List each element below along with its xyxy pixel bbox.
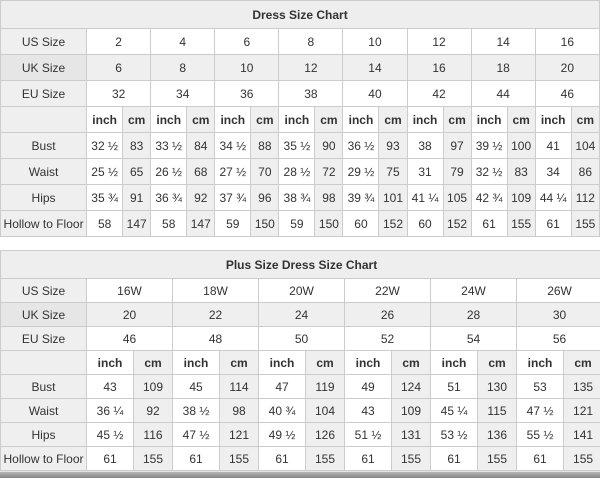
table-cell: 96 [251,185,279,211]
table-cell: 105 [443,185,471,211]
table-cell: 104 [306,399,345,423]
plus-size-dress-size-chart-table [0,250,600,471]
table-cell: 92 [134,399,173,423]
unit-inch-header: inch [173,351,220,375]
table-cell: 26 ½ [151,159,187,185]
table-cell: 147 [187,211,215,237]
measurement-row [1,185,600,211]
unit-inch-header: inch [431,351,478,375]
table-cell: 116 [134,423,173,447]
unit-inch-header: inch [87,107,123,133]
size-row [1,303,600,327]
table-cell: 34 [151,81,215,107]
table-cell: 20W [259,279,345,303]
table-cell: 121 [564,399,600,423]
table-cell: 92 [187,185,215,211]
row-label: Waist [1,399,87,423]
table-cell: 18W [173,279,259,303]
unit-cm-header: cm [315,107,343,133]
table-cell: 42 ¾ [471,185,507,211]
unit-inch-header: inch [345,351,392,375]
table-cell: 35 ¾ [87,185,123,211]
table-cell: 24W [431,279,517,303]
table-cell: 61 [517,447,564,471]
table-cell: 27 ½ [215,159,251,185]
row-label-empty [1,107,87,133]
table-cell: 26 [345,303,431,327]
table-cell: 47 ½ [517,399,564,423]
table-cell: 41 ¼ [407,185,443,211]
table-cell: 65 [123,159,151,185]
table-cell: 104 [571,133,599,159]
table-cell: 48 [173,327,259,351]
table-cell: 34 [535,159,571,185]
table-cell: 119 [306,375,345,399]
table-cell: 36 [215,81,279,107]
table-cell: 26W [517,279,600,303]
table-cell: 43 [87,375,134,399]
table-cell: 55 ½ [517,423,564,447]
unit-inch-header: inch [259,351,306,375]
table-cell: 112 [571,185,599,211]
table-cell: 84 [187,133,215,159]
row-label-empty [1,351,87,375]
measurement-row [1,423,600,447]
measurement-row [1,447,600,471]
table-cell: 24 [259,303,345,327]
table-cell: 12 [407,29,471,55]
table-cell: 53 ½ [431,423,478,447]
size-row [1,327,600,351]
measurement-row [1,159,600,185]
table-cell: 40 [343,81,407,107]
table-cell: 155 [134,447,173,471]
unit-cm-header: cm [134,351,173,375]
dress-size-chart-section [0,0,600,237]
table-cell: 91 [123,185,151,211]
unit-cm-header: cm [443,107,471,133]
unit-cm-header: cm [379,107,407,133]
table-cell: 14 [471,29,535,55]
table-cell: 100 [507,133,535,159]
table-cell: 28 ½ [279,159,315,185]
table-cell: 60 [343,211,379,237]
dress-size-chart-table [0,0,600,237]
unit-inch-header: inch [87,351,134,375]
table-cell: 59 [215,211,251,237]
table-cell: 56 [517,327,600,351]
table-cell: 37 ¾ [215,185,251,211]
table-cell: 49 [345,375,392,399]
table-cell: 44 [471,81,535,107]
table-cell: 39 ¾ [343,185,379,211]
measurement-row [1,399,600,423]
plus-size-chart-section [0,250,600,471]
measurement-row [1,375,600,399]
row-label: US Size [1,29,87,55]
unit-inch-header: inch [215,107,251,133]
table-cell: 10 [343,29,407,55]
table-cell: 75 [379,159,407,185]
row-label: EU Size [1,327,87,351]
table-cell: 36 ¼ [87,399,134,423]
size-row [1,55,600,81]
table-cell: 25 ½ [87,159,123,185]
table-cell: 155 [507,211,535,237]
table-cell: 115 [478,399,517,423]
table-cell: 68 [187,159,215,185]
row-label: US Size [1,279,87,303]
unit-cm-header: cm [251,107,279,133]
table-cell: 83 [123,133,151,159]
unit-cm-header: cm [392,351,431,375]
table-cell: 109 [507,185,535,211]
table-cell: 36 ½ [343,133,379,159]
table-cell: 147 [123,211,151,237]
row-label: UK Size [1,55,87,81]
table-cell: 16 [535,29,599,55]
table-cell: 97 [443,133,471,159]
table-cell: 53 [517,375,564,399]
row-label: Hollow to Floor [1,447,87,471]
table-cell: 61 [535,211,571,237]
table-cell: 6 [87,55,151,81]
unit-inch-header: inch [535,107,571,133]
measurement-row [1,211,600,237]
table-cell: 114 [220,375,259,399]
table-cell: 61 [345,447,392,471]
table-cell: 47 ½ [173,423,220,447]
table-cell: 101 [379,185,407,211]
table-cell: 32 ½ [87,133,123,159]
table-cell: 50 [259,327,345,351]
table-cell: 32 [87,81,151,107]
unit-inch-header: inch [407,107,443,133]
unit-cm-header: cm [187,107,215,133]
table-cell: 150 [251,211,279,237]
table-title: Plus Size Dress Size Chart [1,251,600,279]
table-cell: 61 [87,447,134,471]
table-cell: 36 ¾ [151,185,187,211]
table-cell: 155 [571,211,599,237]
table-cell: 38 ½ [173,399,220,423]
table-cell: 41 [535,133,571,159]
row-label: Waist [1,159,87,185]
horizontal-scrollbar[interactable] [0,471,600,478]
table-cell: 79 [443,159,471,185]
table-cell: 2 [87,29,151,55]
table-cell: 141 [564,423,600,447]
unit-cm-header: cm [220,351,259,375]
table-cell: 45 ¼ [431,399,478,423]
unit-inch-header: inch [279,107,315,133]
table-cell: 40 ¾ [259,399,306,423]
table-cell: 58 [87,211,123,237]
tables-gap [0,237,600,250]
table-cell: 46 [87,327,173,351]
unit-row [1,107,600,133]
table-cell: 39 ½ [471,133,507,159]
table-cell: 8 [151,55,215,81]
table-cell: 98 [315,185,343,211]
table-cell: 44 ¼ [535,185,571,211]
table-cell: 155 [220,447,259,471]
table-cell: 61 [431,447,478,471]
table-cell: 130 [478,375,517,399]
table-cell: 31 [407,159,443,185]
table-cell: 90 [315,133,343,159]
table-cell: 83 [507,159,535,185]
table-cell: 6 [215,29,279,55]
table-cell: 155 [392,447,431,471]
table-cell: 72 [315,159,343,185]
table-cell: 10 [215,55,279,81]
table-cell: 16W [87,279,173,303]
table-cell: 38 ¾ [279,185,315,211]
table-cell: 155 [478,447,517,471]
table-cell: 135 [564,375,600,399]
row-label: Bust [1,133,87,159]
table-cell: 45 [173,375,220,399]
size-row [1,279,600,303]
row-label: Hollow to Floor [1,211,87,237]
table-cell: 121 [220,423,259,447]
table-cell: 98 [220,399,259,423]
row-label: UK Size [1,303,87,327]
table-cell: 4 [151,29,215,55]
table-cell: 42 [407,81,471,107]
table-cell: 14 [343,55,407,81]
table-cell: 93 [379,133,407,159]
table-cell: 46 [535,81,599,107]
table-cell: 28 [431,303,517,327]
table-cell: 47 [259,375,306,399]
table-cell: 155 [306,447,345,471]
table-cell: 60 [407,211,443,237]
table-cell: 51 [431,375,478,399]
table-cell: 126 [306,423,345,447]
table-cell: 152 [443,211,471,237]
table-cell: 155 [564,447,600,471]
table-cell: 30 [517,303,600,327]
table-cell: 8 [279,29,343,55]
table-cell: 131 [392,423,431,447]
table-cell: 38 [279,81,343,107]
row-label: Bust [1,375,87,399]
table-cell: 22 [173,303,259,327]
unit-cm-header: cm [306,351,345,375]
table-cell: 33 ½ [151,133,187,159]
unit-cm-header: cm [571,107,599,133]
table-cell: 61 [173,447,220,471]
table-cell: 70 [251,159,279,185]
unit-cm-header: cm [478,351,517,375]
table-cell: 38 [407,133,443,159]
row-label: Hips [1,423,87,447]
table-cell: 12 [279,55,343,81]
unit-cm-header: cm [564,351,600,375]
unit-inch-header: inch [151,107,187,133]
table-cell: 34 ½ [215,133,251,159]
table-cell: 54 [431,327,517,351]
row-label: Hips [1,185,87,211]
table-cell: 109 [134,375,173,399]
table-cell: 86 [571,159,599,185]
table-cell: 16 [407,55,471,81]
table-cell: 51 ½ [345,423,392,447]
table-cell: 59 [279,211,315,237]
unit-row [1,351,600,375]
table-cell: 35 ½ [279,133,315,159]
table-cell: 61 [471,211,507,237]
table-cell: 152 [379,211,407,237]
table-title: Dress Size Chart [1,1,600,29]
table-cell: 88 [251,133,279,159]
unit-cm-header: cm [123,107,151,133]
table-cell: 49 ½ [259,423,306,447]
table-cell: 20 [535,55,599,81]
table-cell: 43 [345,399,392,423]
unit-inch-header: inch [471,107,507,133]
unit-inch-header: inch [343,107,379,133]
table-cell: 109 [392,399,431,423]
row-label: EU Size [1,81,87,107]
table-cell: 136 [478,423,517,447]
measurement-row [1,133,600,159]
table-cell: 45 ½ [87,423,134,447]
table-cell: 61 [259,447,306,471]
table-cell: 124 [392,375,431,399]
unit-cm-header: cm [507,107,535,133]
table-cell: 22W [345,279,431,303]
table-cell: 52 [345,327,431,351]
table-cell: 58 [151,211,187,237]
table-cell: 18 [471,55,535,81]
table-cell: 150 [315,211,343,237]
size-row [1,29,600,55]
table-cell: 29 ½ [343,159,379,185]
table-cell: 32 ½ [471,159,507,185]
unit-inch-header: inch [517,351,564,375]
table-cell: 20 [87,303,173,327]
size-row [1,81,600,107]
